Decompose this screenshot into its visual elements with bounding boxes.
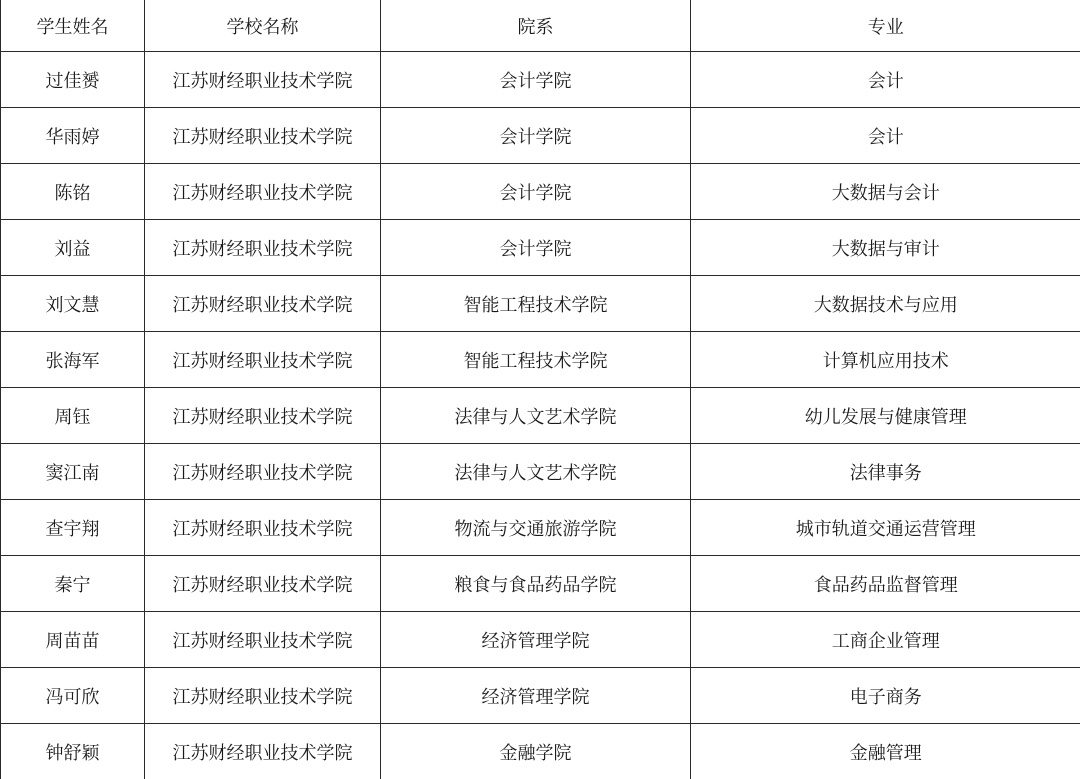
cell-major: 大数据与会计 bbox=[691, 164, 1080, 220]
cell-school-name: 江苏财经职业技术学院 bbox=[145, 500, 381, 556]
table-row bbox=[1, 164, 1080, 220]
cell-school-name: 江苏财经职业技术学院 bbox=[145, 668, 381, 724]
cell-student-name: 刘文慧 bbox=[1, 276, 145, 332]
cell-department: 会计学院 bbox=[381, 220, 691, 276]
cell-department: 智能工程技术学院 bbox=[381, 276, 691, 332]
cell-department: 物流与交通旅游学院 bbox=[381, 500, 691, 556]
cell-major: 法律事务 bbox=[691, 444, 1080, 500]
table-row bbox=[1, 444, 1080, 500]
table-row bbox=[1, 556, 1080, 612]
table-row bbox=[1, 388, 1080, 444]
header-row bbox=[1, 0, 1080, 52]
header-student-name: 学生姓名 bbox=[1, 0, 145, 52]
cell-department: 经济管理学院 bbox=[381, 612, 691, 668]
table-row bbox=[1, 52, 1080, 108]
cell-student-name: 华雨婷 bbox=[1, 108, 145, 164]
cell-major: 金融管理 bbox=[691, 724, 1080, 779]
cell-major: 城市轨道交通运营管理 bbox=[691, 500, 1080, 556]
table-row bbox=[1, 108, 1080, 164]
cell-school-name: 江苏财经职业技术学院 bbox=[145, 724, 381, 779]
cell-department: 会计学院 bbox=[381, 52, 691, 108]
cell-school-name: 江苏财经职业技术学院 bbox=[145, 612, 381, 668]
header-major: 专业 bbox=[691, 0, 1080, 52]
cell-student-name: 周钰 bbox=[1, 388, 145, 444]
header-department: 院系 bbox=[381, 0, 691, 52]
cell-student-name: 查宇翔 bbox=[1, 500, 145, 556]
table-row bbox=[1, 276, 1080, 332]
cell-department: 法律与人文艺术学院 bbox=[381, 388, 691, 444]
cell-major: 大数据技术与应用 bbox=[691, 276, 1080, 332]
cell-major: 会计 bbox=[691, 108, 1080, 164]
cell-school-name: 江苏财经职业技术学院 bbox=[145, 220, 381, 276]
cell-school-name: 江苏财经职业技术学院 bbox=[145, 388, 381, 444]
cell-student-name: 周苗苗 bbox=[1, 612, 145, 668]
cell-department: 会计学院 bbox=[381, 108, 691, 164]
cell-major: 计算机应用技术 bbox=[691, 332, 1080, 388]
table-row bbox=[1, 668, 1080, 724]
table-row bbox=[1, 332, 1080, 388]
cell-student-name: 窦江南 bbox=[1, 444, 145, 500]
cell-school-name: 江苏财经职业技术学院 bbox=[145, 556, 381, 612]
cell-school-name: 江苏财经职业技术学院 bbox=[145, 276, 381, 332]
table-row bbox=[1, 612, 1080, 668]
cell-school-name: 江苏财经职业技术学院 bbox=[145, 52, 381, 108]
table-row bbox=[1, 220, 1080, 276]
cell-student-name: 钟舒颖 bbox=[1, 724, 145, 779]
cell-student-name: 刘益 bbox=[1, 220, 145, 276]
cell-department: 智能工程技术学院 bbox=[381, 332, 691, 388]
table-row bbox=[1, 724, 1080, 779]
cell-school-name: 江苏财经职业技术学院 bbox=[145, 444, 381, 500]
cell-department: 法律与人文艺术学院 bbox=[381, 444, 691, 500]
cell-department: 粮食与食品药品学院 bbox=[381, 556, 691, 612]
header-school-name: 学校名称 bbox=[145, 0, 381, 52]
cell-school-name: 江苏财经职业技术学院 bbox=[145, 332, 381, 388]
cell-department: 会计学院 bbox=[381, 164, 691, 220]
cell-student-name: 冯可欣 bbox=[1, 668, 145, 724]
table-body bbox=[1, 52, 1080, 779]
cell-major: 幼儿发展与健康管理 bbox=[691, 388, 1080, 444]
cell-department: 经济管理学院 bbox=[381, 668, 691, 724]
table-row bbox=[1, 500, 1080, 556]
cell-school-name: 江苏财经职业技术学院 bbox=[145, 164, 381, 220]
cell-major: 会计 bbox=[691, 52, 1080, 108]
cell-student-name: 张海军 bbox=[1, 332, 145, 388]
cell-school-name: 江苏财经职业技术学院 bbox=[145, 108, 381, 164]
cell-student-name: 秦宁 bbox=[1, 556, 145, 612]
cell-major: 食品药品监督管理 bbox=[691, 556, 1080, 612]
cell-student-name: 陈铭 bbox=[1, 164, 145, 220]
cell-major: 大数据与审计 bbox=[691, 220, 1080, 276]
cell-major: 电子商务 bbox=[691, 668, 1080, 724]
cell-major: 工商企业管理 bbox=[691, 612, 1080, 668]
cell-student-name: 过佳赟 bbox=[1, 52, 145, 108]
cell-department: 金融学院 bbox=[381, 724, 691, 779]
